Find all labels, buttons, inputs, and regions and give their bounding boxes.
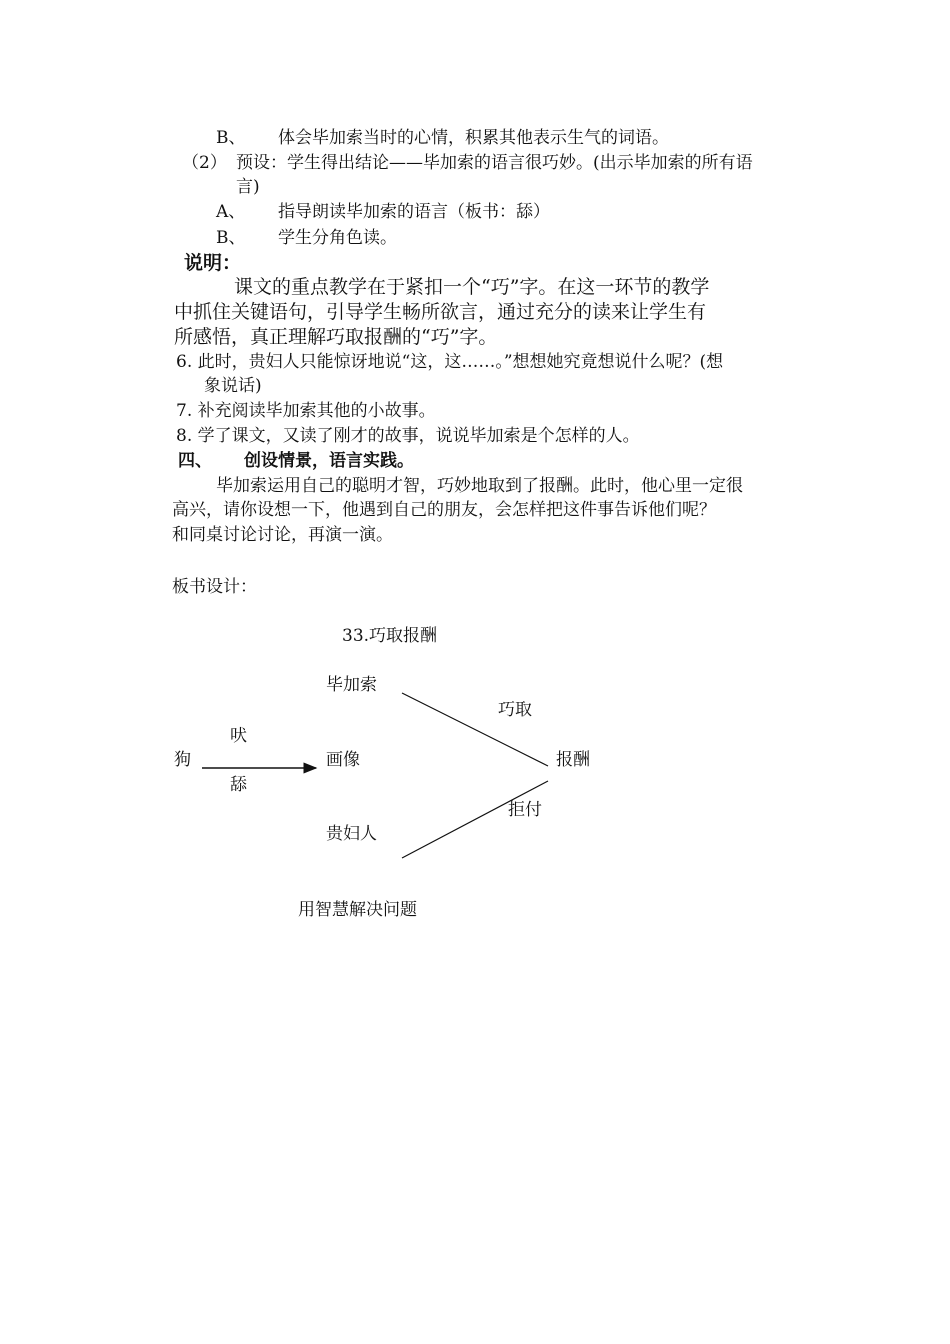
s4-line1: 毕加索运用自己的聪明才智，巧妙地取到了报酬。此时，他心里一定很 — [216, 476, 743, 496]
b2-text: 学生分角色读。 — [278, 228, 397, 248]
p2-num: （2） — [182, 153, 227, 173]
a2-text: 指导朗读毕加索的语言（板书：舔） — [278, 202, 550, 222]
board-picasso: 毕加索 — [326, 675, 377, 695]
b2-label: B、 — [216, 228, 246, 248]
board-baochou: 报酬 — [556, 750, 590, 770]
a2-label: A、 — [216, 202, 246, 222]
note-line3: 所感悟，真正理解巧取报酬的“巧”字。 — [174, 326, 498, 348]
item6-line1: 6. 此时，贵妇人只能惊讶地说“这，这……。”想想她究竟想说什么呢？(想 — [176, 352, 724, 372]
item6-line2: 象说话) — [204, 376, 262, 396]
s4-line2: 高兴，请你设想一下，他遇到自己的朋友，会怎样把这件事告诉他们呢？ — [172, 500, 716, 520]
board-fei: 吠 — [230, 726, 247, 746]
item7: 7. 补充阅读毕加索其他的小故事。 — [176, 401, 436, 421]
board-heading: 板书设计： — [172, 577, 257, 597]
b1-label: B、 — [216, 128, 246, 148]
board-gou: 狗 — [174, 750, 191, 770]
note-line2: 中抓住关键语句，引导学生畅所欲言，通过充分的读来让学生有 — [174, 301, 707, 323]
board-huaxiang: 画像 — [326, 750, 360, 770]
section4-title: 创设情景，语言实践。 — [244, 451, 414, 471]
note-line1: 课文的重点教学在于紧扣一个“巧”字。在这一环节的教学 — [234, 276, 710, 298]
p2-line1: 预设：学生得出结论——毕加索的语言很巧妙。(出示毕加索的所有语 — [236, 153, 753, 173]
board-jufu: 拒付 — [508, 800, 542, 820]
section4-num: 四、 — [178, 451, 212, 471]
b1-text: 体会毕加索当时的心情，积累其他表示生气的词语。 — [278, 128, 669, 148]
item8: 8. 学了课文，又读了刚才的故事，说说毕加索是个怎样的人。 — [176, 426, 640, 446]
board-tian: 舔 — [230, 775, 247, 795]
board-title: 33.巧取报酬 — [342, 626, 438, 646]
board-footer: 用智慧解决问题 — [298, 900, 417, 920]
board-qiaoqu: 巧取 — [498, 700, 532, 720]
board-guifuren: 贵妇人 — [326, 824, 377, 844]
note-title: 说明： — [184, 252, 242, 274]
p2-line2: 言) — [236, 177, 260, 197]
s4-line3: 和同桌讨论讨论，再演一演。 — [172, 525, 393, 545]
